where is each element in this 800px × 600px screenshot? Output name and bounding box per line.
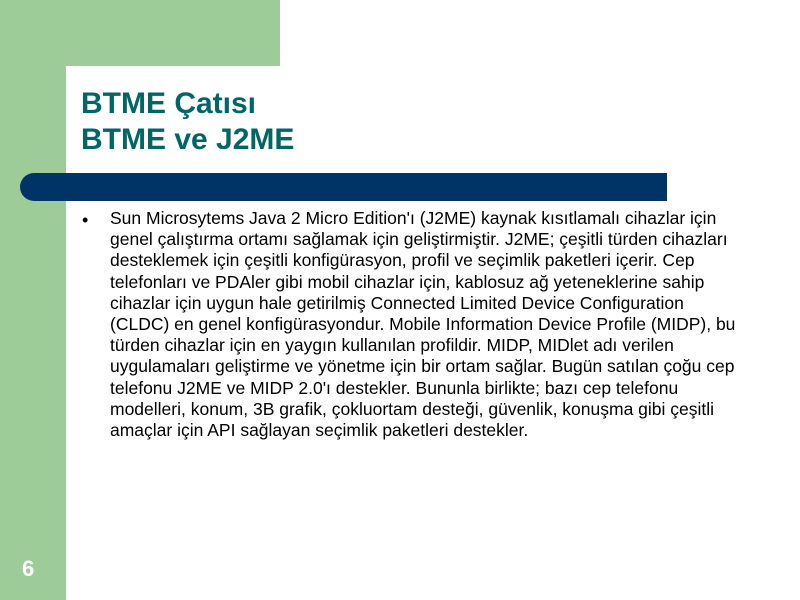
top-decor-band — [66, 0, 280, 66]
title-line-2: BTME ve J2ME — [81, 123, 295, 156]
slide-title — [81, 86, 294, 158]
title-line-1: BTME Çatısı — [81, 87, 257, 120]
bullet-icon: • — [82, 210, 89, 230]
bullet-paragraph: Sun Microsytems Java 2 Micro Edition'ı (J2ME) kaynak kısıtlamalı cihazlar için genel çalıştırma ortamı sağlamak için geliştirmiştir. J2ME; çeşitli türden cihazları desteklemek için çeşitli konfigürasyon, profil ve seçimlik paketleri içerir. Cep telefonları ve PDAler gibi mobil cihazlar için, kablosuz ağ yeteneklerine sahip cihazlar için uygun hale getirilmiş Connected Limited Device Configuration (CLDC) en genel konfigürasyondur. Mobile Information Device Profile (MIDP), bu türden cihazlar için en yaygın kullanılan profildir. MIDP, MIDlet adı verilen uygulamaları geliştirme ve yönetme için bir ortam sağlar. Bugün satılan çoğu cep telefonu J2ME ve MIDP 2.0'ı destekler. Bununla birlikte; bazı cep telefonu modelleri, konum, 3B grafik, çokluortam desteği, güvenlik, konuşma gibi çeşitli amaçlar için API sağlayan seçimlik paketleri destekler. — [110, 208, 736, 441]
page-number: 6 — [22, 556, 35, 581]
slide-body — [80, 208, 745, 441]
title-divider-bar — [20, 173, 667, 201]
left-decor-band — [0, 0, 66, 600]
